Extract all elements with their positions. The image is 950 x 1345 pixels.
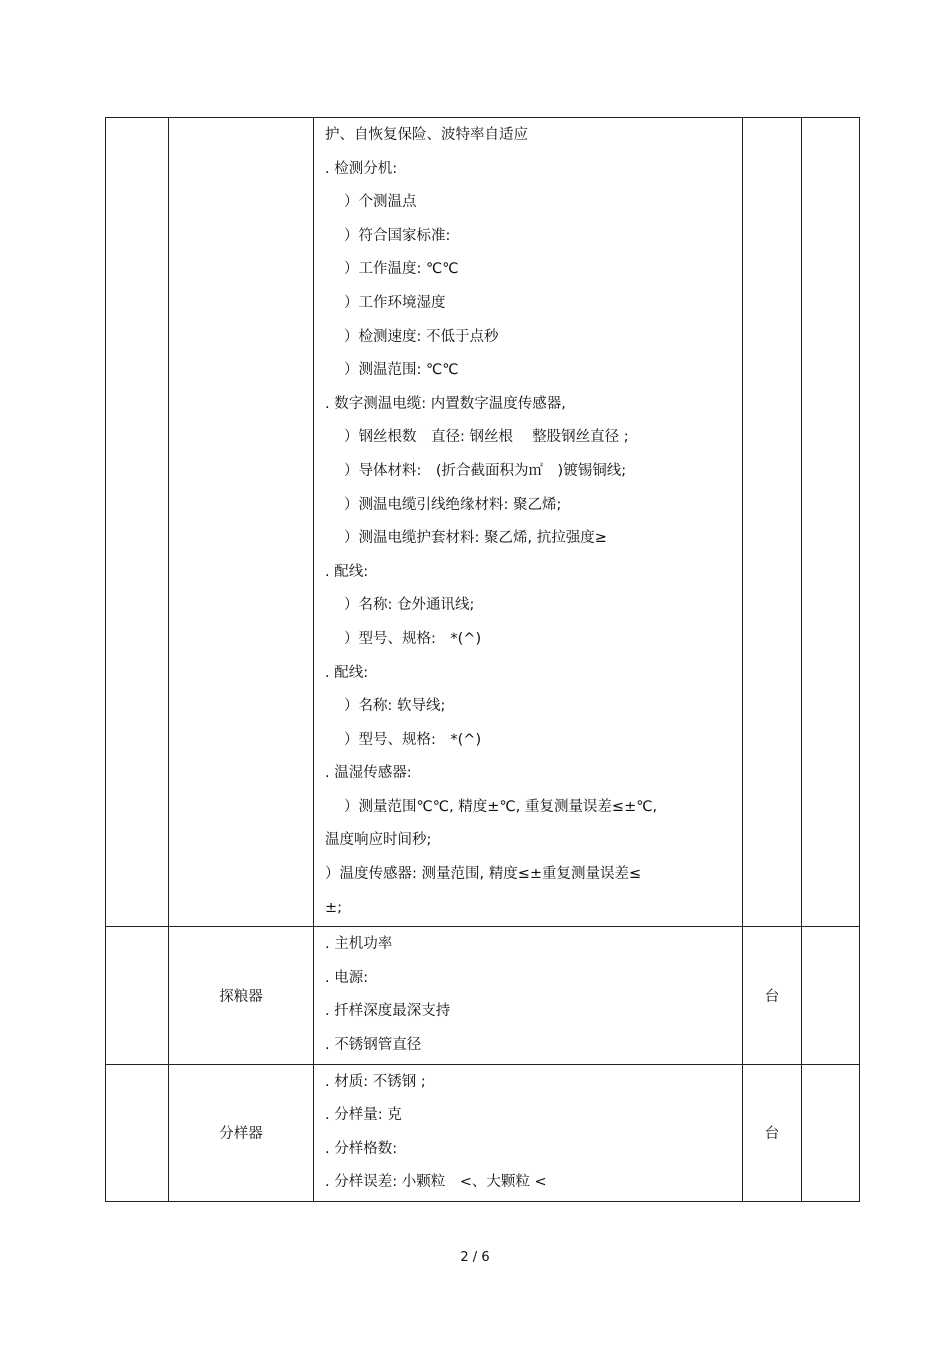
table-row: [106, 118, 860, 927]
spec-line: ）型号、规格: *(^): [344, 731, 482, 748]
spec-line: ）钢丝根数 直径: 钢丝根 整股钢丝直径 ;: [344, 429, 629, 446]
unit-cell: 台: [743, 927, 802, 1064]
spec-line: . 分样量: 克: [325, 1107, 402, 1124]
spec-line: ）个测温点: [344, 194, 417, 211]
spec-line: . 主机功率: [325, 936, 393, 953]
spec-table-body: [106, 118, 860, 1202]
spec-line: . 配线:: [325, 664, 369, 681]
index-cell: [106, 1064, 169, 1201]
spec-line: ）导体材料: (折合截面积为㎡ )镀锡铜线;: [344, 462, 627, 479]
index-cell: [106, 927, 169, 1064]
index-cell: [106, 118, 169, 927]
spec-line: ）名称: 仓外通讯线;: [344, 597, 475, 614]
spec-line: . 配线:: [325, 563, 369, 580]
spec-line: ）温度传感器: 测量范围, 精度≤±重复测量误差≤: [325, 866, 642, 883]
item-name-cell: 探粮器: [169, 927, 314, 1064]
page-number: 2 / 6: [460, 1250, 490, 1265]
spec-line: ）工作环境湿度: [344, 294, 446, 311]
spec-description-cell: [314, 118, 743, 927]
spec-line: ±;: [325, 899, 343, 916]
unit-cell: 台: [743, 1064, 802, 1201]
spec-line: ）符合国家标准:: [344, 227, 451, 244]
spec-line: . 温湿传感器:: [325, 765, 412, 782]
spec-line: ）测量范围℃℃, 精度±℃, 重复测量误差≤±℃,: [344, 798, 658, 815]
quantity-cell: [802, 927, 860, 1064]
spec-line: 温度响应时间秒;: [325, 832, 432, 849]
spec-line: . 扦样深度最深支持: [325, 1003, 451, 1020]
spec-description-cell: [314, 927, 743, 1064]
spec-line: . 电源:: [325, 969, 369, 986]
table-row: [106, 927, 860, 1064]
spec-line: ）测温电缆护套材料: 聚乙烯, 抗拉强度≥: [344, 530, 607, 547]
spec-description-cell: [314, 1064, 743, 1201]
spec-table: [105, 117, 860, 1202]
item-name-cell: 分样器: [169, 1064, 314, 1201]
spec-line: ）检测速度: 不低于点秒: [344, 328, 499, 345]
spec-line: 护、自恢复保险、波特率自适应: [325, 127, 528, 143]
spec-line: ）测温范围: ℃℃: [344, 362, 459, 379]
quantity-cell: [802, 1064, 860, 1201]
spec-line: . 分样误差: 小颗粒 <、大颗粒 <: [325, 1174, 547, 1191]
spec-line: . 分样格数:: [325, 1140, 398, 1157]
spec-line: ）工作温度: ℃℃: [344, 261, 459, 278]
unit-cell: [743, 118, 802, 927]
spec-line: . 检测分机:: [325, 160, 398, 177]
spec-line: . 材质: 不锈钢 ;: [325, 1073, 426, 1090]
spec-line: . 数字测温电缆: 内置数字温度传感器,: [325, 395, 566, 412]
spec-line: ）名称: 软导线;: [344, 698, 446, 715]
spec-line: ）测温电缆引线绝缘材料: 聚乙烯;: [344, 496, 562, 513]
quantity-cell: [802, 118, 860, 927]
item-name-cell: [169, 118, 314, 927]
spec-line: ）型号、规格: *(^): [344, 630, 482, 647]
spec-line: . 不锈钢管直径: [325, 1037, 422, 1054]
table-row: [106, 1064, 860, 1201]
